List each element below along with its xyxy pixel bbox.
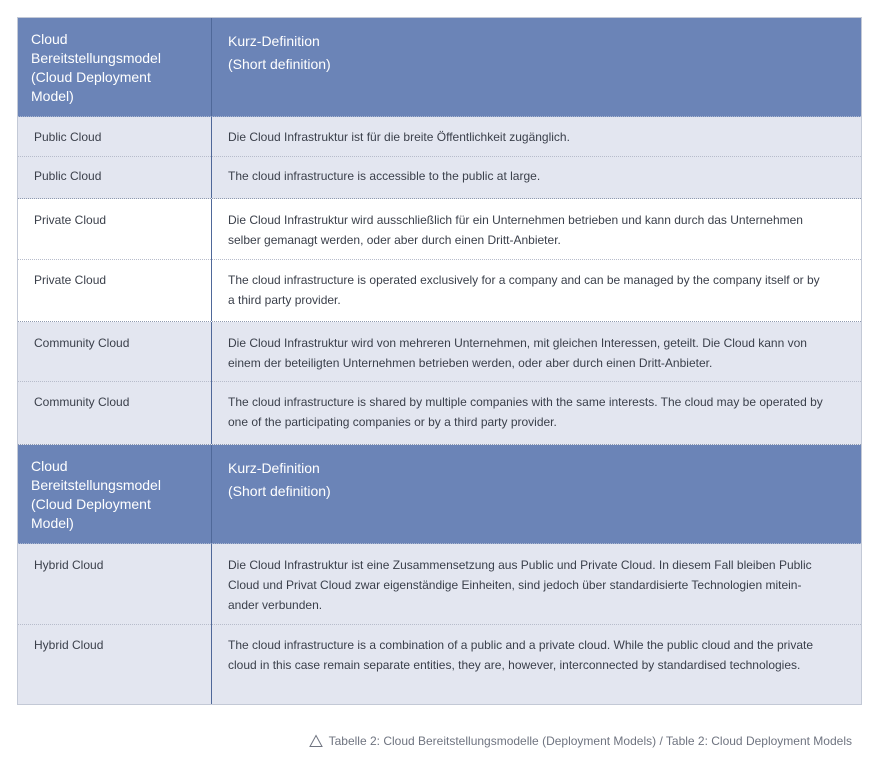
definition-cell	[212, 635, 861, 704]
definition-cell	[212, 333, 861, 381]
header-definition-line: Kurz-Definition	[228, 33, 320, 49]
model-cell: Private Cloud	[34, 213, 107, 227]
definition-line: ander verbunden.	[228, 598, 323, 612]
triangle-icon	[309, 734, 323, 748]
definition-cell	[212, 166, 861, 198]
definition-line: one of the participating companies or by a third party provider.	[228, 415, 557, 429]
header-definition-line: (Short definition)	[228, 483, 331, 499]
definition-line: The cloud infrastructure is a combination of a public and a private cloud. While the public cloud and the private	[228, 638, 813, 652]
definition-cell	[212, 127, 861, 156]
table-header	[18, 445, 861, 544]
table-row	[18, 157, 861, 198]
header-model-line: (Cloud Deployment	[31, 69, 151, 85]
deployment-models-table	[17, 17, 862, 705]
table-row	[18, 117, 861, 157]
definition-line: Die Cloud Infrastruktur wird ausschließlich für ein Unternehmen betrieben und kann durch das Unternehmen	[228, 213, 803, 227]
model-cell: Community Cloud	[34, 336, 130, 350]
header-model-line: (Cloud Deployment	[31, 496, 151, 512]
definition-line: The cloud infrastructure is shared by multiple companies with the same interests. The cloud may be operated by	[228, 395, 823, 409]
header-model-line: Cloud	[31, 31, 68, 47]
model-cell: Community Cloud	[34, 395, 130, 409]
definition-line: selber gemanagt werden, oder aber durch einen Dritt-Anbieter.	[228, 233, 561, 247]
table-row	[18, 625, 861, 704]
table-caption	[309, 734, 852, 748]
header-model-line: Bereitstellungsmodel	[31, 477, 161, 493]
header-model-line: Bereitstellungsmodel	[31, 50, 161, 66]
table-row	[18, 322, 861, 382]
table-row	[18, 544, 861, 625]
row-group-community	[18, 322, 861, 445]
definition-line: Cloud und Privat Cloud zwar eigenständige Einheiten, sind jedoch über standardisierte Technologien mitein-	[228, 578, 802, 592]
table-row	[18, 199, 861, 260]
definition-cell	[212, 270, 861, 321]
header-model-cell	[18, 445, 212, 543]
definition-line: Die Cloud Infrastruktur ist für die breite Öffentlichkeit zugänglich.	[228, 130, 570, 144]
definition-line: The cloud infrastructure is accessible to the public at large.	[228, 169, 541, 183]
model-cell: Hybrid Cloud	[34, 638, 104, 652]
definition-cell	[212, 392, 861, 444]
header-model-line: Model)	[31, 88, 74, 104]
table-header	[18, 18, 861, 117]
header-definition-cell	[212, 445, 861, 543]
definition-line: cloud in this case remain separate entities, they are, however, interconnected by standardised technologies.	[228, 658, 801, 672]
row-group-public	[18, 117, 861, 199]
model-cell: Hybrid Cloud	[34, 558, 104, 572]
model-cell: Public Cloud	[34, 169, 102, 183]
definition-line: einem der beteiligten Unternehmen betrieben werden, oder aber durch einen Dritt-Anbieter.	[228, 356, 713, 370]
definition-cell	[212, 555, 861, 624]
definition-cell	[212, 210, 861, 259]
model-cell: Public Cloud	[34, 130, 102, 144]
table-row	[18, 382, 861, 444]
header-model-cell	[18, 18, 212, 116]
row-group-hybrid	[18, 544, 861, 704]
row-group-private	[18, 199, 861, 322]
header-definition-cell	[212, 18, 861, 116]
header-model-line: Model)	[31, 515, 74, 531]
definition-line: a third party provider.	[228, 293, 341, 307]
definition-line: Die Cloud Infrastruktur wird von mehreren Unternehmen, mit gleichen Interessen, geteilt. Die Cloud kann von	[228, 336, 807, 350]
header-model-line: Cloud	[31, 458, 68, 474]
table-row	[18, 260, 861, 321]
caption-text: Tabelle 2: Cloud Bereitstellungsmodelle (Deployment Models) / Table 2: Cloud Deployment Models	[328, 734, 852, 748]
model-cell: Private Cloud	[34, 273, 107, 287]
definition-line: The cloud infrastructure is operated exclusively for a company and can be managed by the company itself or by	[228, 273, 820, 287]
header-definition-line: (Short definition)	[228, 56, 331, 72]
header-definition-line: Kurz-Definition	[228, 460, 320, 476]
definition-line: Die Cloud Infrastruktur ist eine Zusammensetzung aus Public und Private Cloud. In diesem Fall bleiben Public	[228, 558, 812, 572]
